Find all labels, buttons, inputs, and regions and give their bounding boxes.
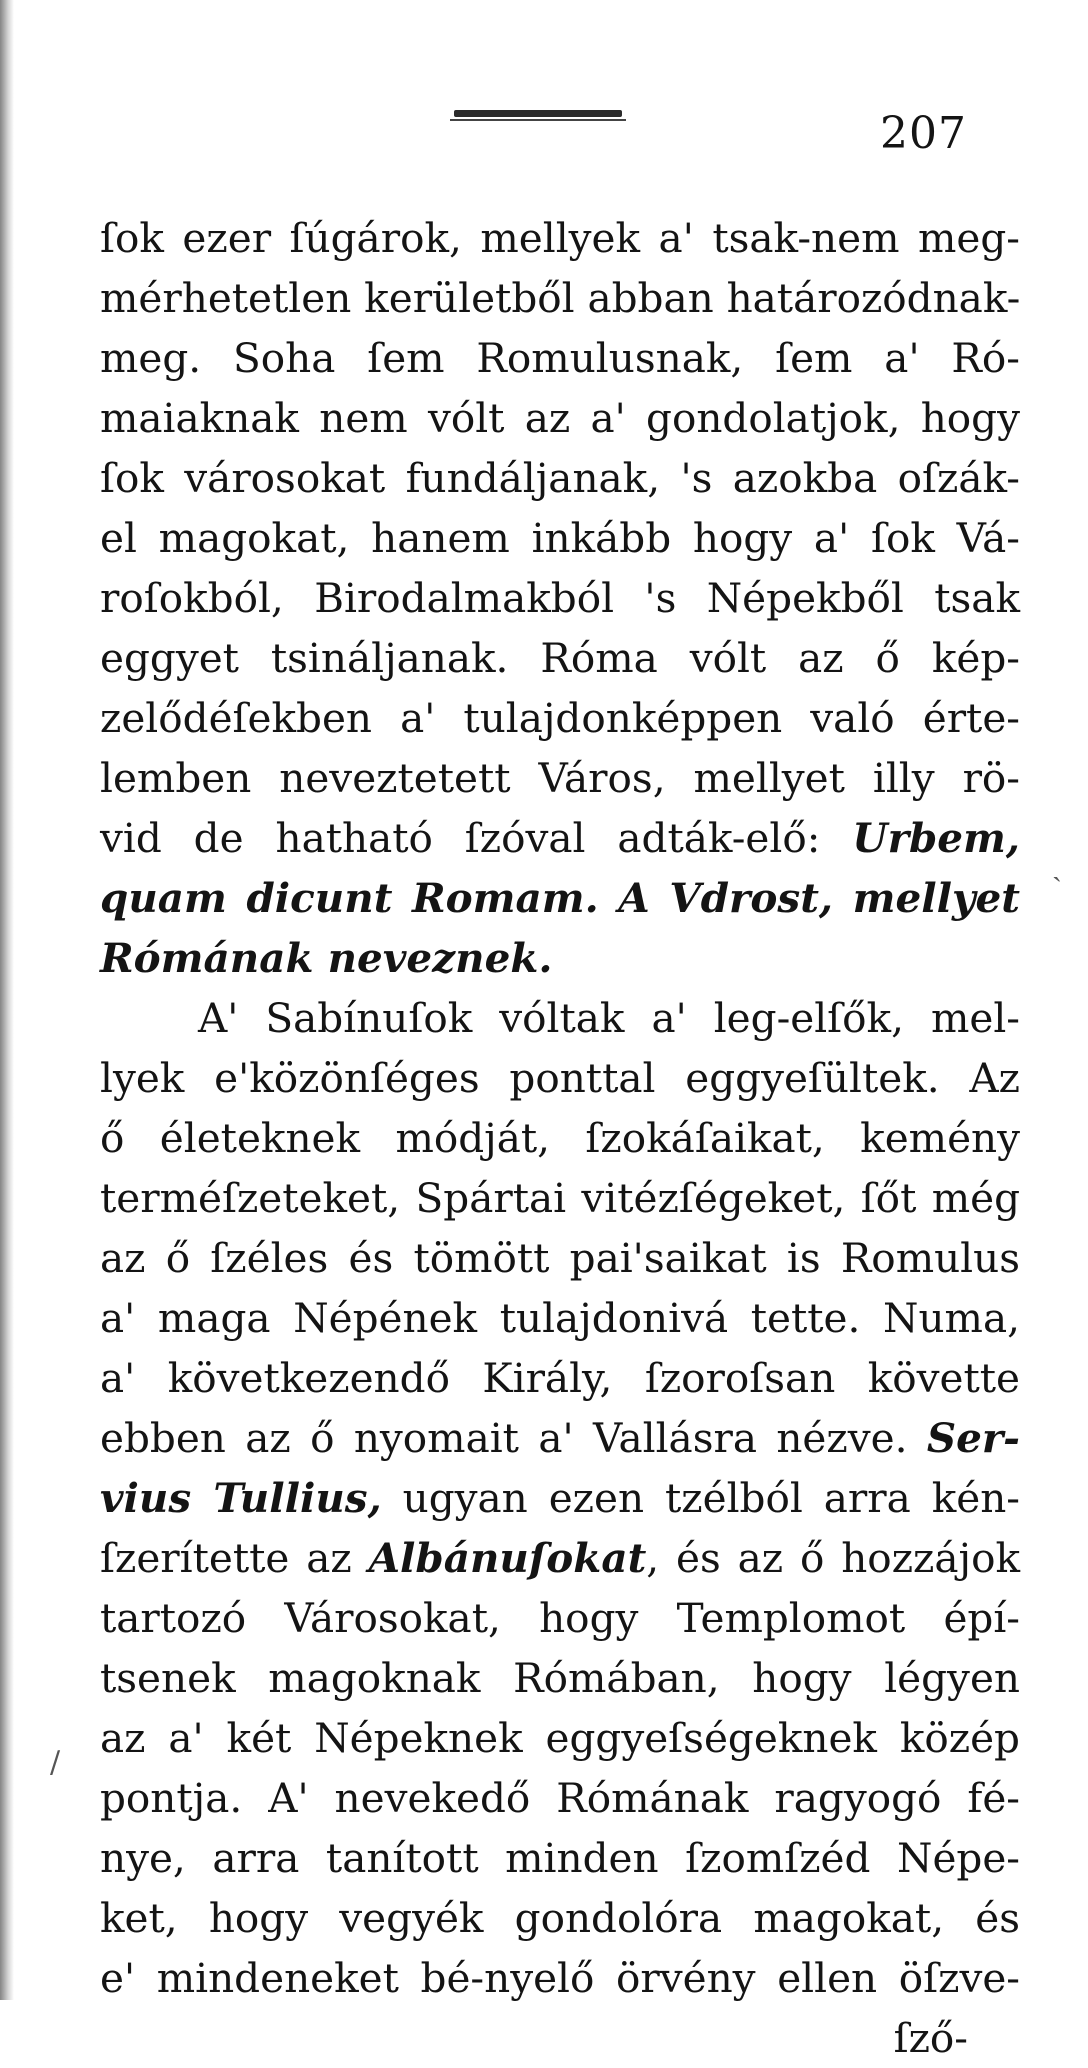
- text-line: el magokat, hanem inkább hogy a' ſok Vá-: [100, 514, 1020, 562]
- text-line: tartozó Városokat, hogy Templomot épí-: [100, 1594, 1020, 1642]
- text-line: A' Sabínuſok vóltak a' leg-elſők, mel-: [198, 994, 1020, 1042]
- text-line: eggyet tsináljanak. Róma vólt az ő kép-: [100, 634, 1020, 682]
- text-line: ebben az ő nyomait a' Vallásra nézve. Ser-: [100, 1414, 1020, 1462]
- page-number: 207: [880, 108, 967, 159]
- text-line: zelődéſekben a' tulajdonképpen való érte-: [100, 694, 1020, 742]
- text-line: nye, arra tanított minden ſzomſzéd Népe-: [100, 1834, 1020, 1882]
- text-line: roſokból, Birodalmakból 's Népekből tsak: [100, 574, 1020, 622]
- text-line: maiaknak nem vólt az a' gondolatjok, hogy: [100, 394, 1020, 442]
- text-line: meg. Soha ſem Romulusnak, ſem a' Ró-: [100, 334, 1020, 382]
- text-line: pontja. A' nevekedő Rómának ragyogó fé-: [100, 1774, 1020, 1822]
- margin-mark: ˎ: [1052, 848, 1062, 883]
- margin-mark: /: [50, 1745, 61, 1780]
- text-line: mérhetetlen kerületből abban határozódnak-: [100, 274, 1021, 322]
- text-line: az a' két Népeknek eggyeſségeknek közép: [100, 1714, 1020, 1762]
- text-line: tsenek magoknak Rómában, hogy légyen: [100, 1654, 1020, 1702]
- text-line: quam dicunt Romam. A Vdrost, mellyet: [100, 874, 1020, 922]
- text-line: lyek e'közönſéges ponttal eggyeſültek. Az: [100, 1054, 1020, 1102]
- text-line: vid de hatható ſzóval adták-elő: Urbem,: [100, 814, 1020, 862]
- text-line: terméſzeteket, Spártai vitézſégeket, ſőt még: [100, 1174, 1020, 1222]
- text-line: a' következendő Király, ſzoroſsan követte: [100, 1354, 1020, 1402]
- text-line: ſző-: [893, 2014, 968, 2062]
- text-line: lemben neveztetett Város, mellyet illy rö-: [100, 754, 1020, 802]
- text-line: ket, hogy vegyék gondolóra magokat, és: [100, 1894, 1020, 1942]
- text-line: az ő ſzéles és tömött pai'saikat is Romulus: [100, 1234, 1020, 1282]
- text-line: vius Tullius, ugyan ezen tzélból arra kén-: [100, 1474, 1020, 1522]
- text-line: e' mindeneket bé-nyelő örvény ellen öſzve-: [100, 1954, 1020, 2002]
- header-ornament: [450, 110, 626, 122]
- text-line: ő életeknek módját, ſzokáſaikat, kemény: [100, 1114, 1020, 1162]
- text-line: Rómának neveznek.: [100, 934, 553, 982]
- text-line: a' maga Népének tulajdonivá tette. Numa,: [100, 1294, 1020, 1342]
- text-line: ſok ezer ſúgárok, mellyek a' tsak-nem meg-: [100, 214, 1020, 262]
- text-line: ſok városokat fundáljanak, 's azokba oſzák-: [100, 454, 1020, 502]
- text-line: ſzerítette az Albánuſokat, és az ő hozzájok: [100, 1534, 1020, 1582]
- spine-shadow: [0, 0, 14, 2000]
- text-body: [100, 208, 1020, 2068]
